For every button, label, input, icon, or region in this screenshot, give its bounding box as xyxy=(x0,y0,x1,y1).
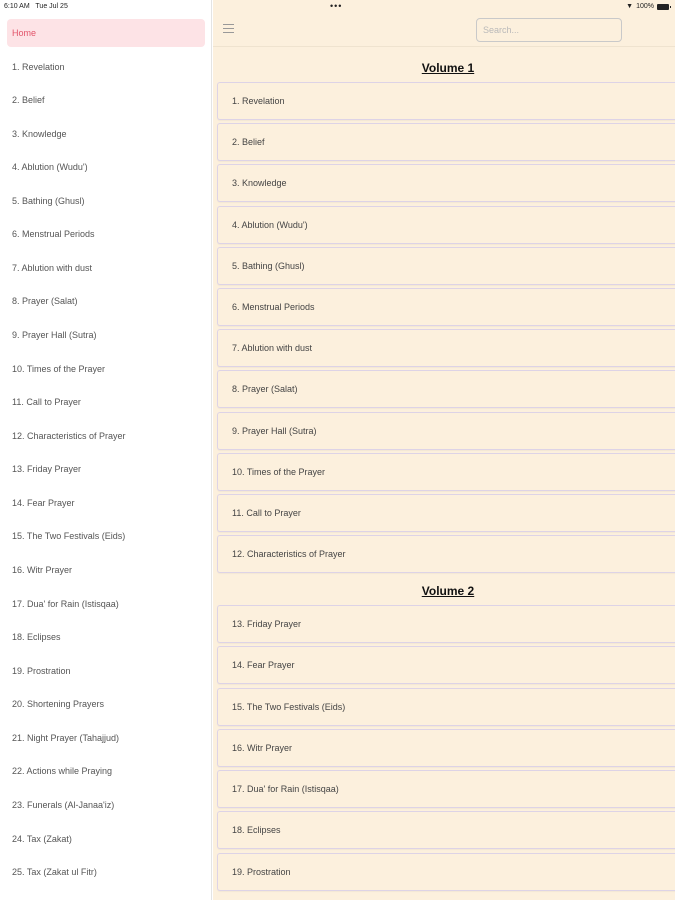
list-item[interactable]: 5. Bathing (Ghusl) xyxy=(217,247,675,285)
sidebar-item[interactable]: 15. The Two Festivals (Eids) xyxy=(12,531,126,541)
list-item[interactable]: 2. Belief xyxy=(217,123,675,161)
status-time: 6:10 AM xyxy=(4,3,30,10)
list-item[interactable]: 1. Revelation xyxy=(217,82,675,120)
list-item[interactable]: 11. Call to Prayer xyxy=(217,494,675,532)
sidebar-item[interactable]: 13. Friday Prayer xyxy=(12,464,82,474)
sidebar-item[interactable]: 25. Tax (Zakat ul Fitr) xyxy=(12,867,97,877)
sidebar-item[interactable]: 7. Ablution with dust xyxy=(12,263,93,273)
battery-percent: 100% xyxy=(636,3,654,10)
multitask-dots[interactable]: ••• xyxy=(330,1,343,11)
sidebar-item[interactable]: 3. Knowledge xyxy=(12,129,67,139)
list-item[interactable]: 3. Knowledge xyxy=(217,164,675,202)
sidebar-item[interactable]: 20. Shortening Prayers xyxy=(12,699,105,709)
sidebar-item[interactable]: 16. Witr Prayer xyxy=(12,565,73,575)
list-item[interactable]: 14. Fear Prayer xyxy=(217,646,675,684)
list-item[interactable]: 12. Characteristics of Prayer xyxy=(217,535,675,573)
list-item[interactable]: 4. Ablution (Wudu') xyxy=(217,206,675,244)
sidebar-item[interactable]: 4. Ablution (Wudu') xyxy=(12,162,88,172)
status-date: Tue Jul 25 xyxy=(35,3,68,10)
battery-icon xyxy=(657,4,669,10)
list-item[interactable]: 16. Witr Prayer xyxy=(217,729,675,767)
sidebar-item-home[interactable]: Home xyxy=(7,19,205,47)
sidebar-item[interactable]: 21. Night Prayer (Tahajjud) xyxy=(12,733,120,743)
status-bar xyxy=(0,0,675,14)
sidebar-item[interactable]: 11. Call to Prayer xyxy=(12,397,81,407)
sidebar-item[interactable]: 17. Dua' for Rain (Istisqaa) xyxy=(12,599,119,609)
list-item[interactable]: 17. Dua' for Rain (Istisqaa) xyxy=(217,770,675,808)
list-item[interactable]: 8. Prayer (Salat) xyxy=(217,370,675,408)
sidebar-item[interactable]: 2. Belief xyxy=(12,95,45,105)
list-item[interactable]: 18. Eclipses xyxy=(217,811,675,849)
volume-title: Volume 2 xyxy=(421,584,475,598)
sidebar-item[interactable]: 5. Bathing (Ghusl) xyxy=(12,196,85,206)
sidebar-item[interactable]: 18. Eclipses xyxy=(12,632,61,642)
sidebar-item[interactable]: 8. Prayer (Salat) xyxy=(12,296,78,306)
sidebar-item[interactable]: 19. Prostration xyxy=(12,666,71,676)
list-item[interactable]: 19. Prostration xyxy=(217,853,675,891)
sidebar-item[interactable]: 23. Funerals (Al-Janaa'iz) xyxy=(12,800,115,810)
sidebar-toggle-icon[interactable] xyxy=(223,24,234,33)
sidebar-item[interactable]: 10. Times of the Prayer xyxy=(12,364,106,374)
main-content xyxy=(213,0,675,900)
list-item[interactable]: 6. Menstrual Periods xyxy=(217,288,675,326)
sidebar-item[interactable]: 9. Prayer Hall (Sutra) xyxy=(12,330,97,340)
status-right xyxy=(626,3,669,10)
search-input[interactable] xyxy=(476,18,622,42)
sidebar-item[interactable]: 12. Characteristics of Prayer xyxy=(12,431,126,441)
list-item[interactable]: 7. Ablution with dust xyxy=(217,329,675,367)
sidebar xyxy=(0,0,212,900)
list-item[interactable]: 13. Friday Prayer xyxy=(217,605,675,643)
sidebar-item[interactable]: 14. Fear Prayer xyxy=(12,498,75,508)
list-item[interactable]: 10. Times of the Prayer xyxy=(217,453,675,491)
list-item[interactable]: 15. The Two Festivals (Eids) xyxy=(217,688,675,726)
status-time-date xyxy=(4,3,68,10)
volume-title: Volume 1 xyxy=(421,61,475,75)
sidebar-item[interactable]: 6. Menstrual Periods xyxy=(12,229,95,239)
sidebar-item[interactable]: 24. Tax (Zakat) xyxy=(12,834,72,844)
sidebar-item[interactable]: 22. Actions while Praying xyxy=(12,766,113,776)
list-item[interactable]: 9. Prayer Hall (Sutra) xyxy=(217,412,675,450)
sidebar-item[interactable]: 1. Revelation xyxy=(12,62,65,72)
wifi-icon: ▼ xyxy=(626,3,634,10)
header-divider xyxy=(213,46,675,47)
